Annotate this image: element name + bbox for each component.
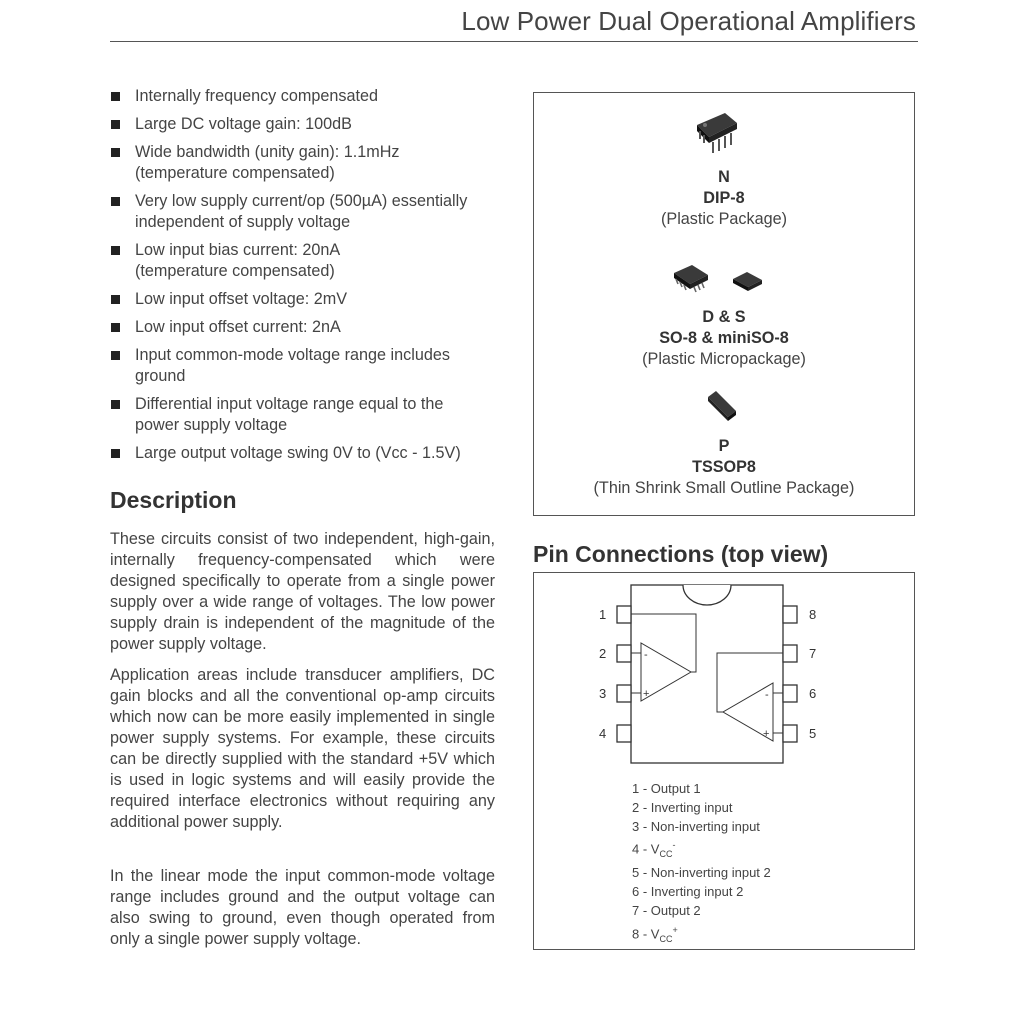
pin-legend-item: 1 - Output 1	[632, 781, 701, 796]
description-paragraph-1: These circuits consist of two independent, high-gain, internally frequency-compensated which were designed specifically to operate from a single power supply over a wide range of voltages. The low power supply drain is independent of the magnitude of the power supply voltage.	[110, 530, 495, 653]
pin-number-5: 5	[809, 726, 817, 741]
square-bullet-icon	[111, 148, 120, 157]
pin-legend-item: 6 - Inverting input 2	[632, 883, 744, 899]
feature-text-line: Low input offset voltage: 2mV	[135, 290, 348, 308]
pin-legend-item: $4 - V_{CC}^-$	[632, 840, 676, 860]
feature-item	[110, 240, 510, 282]
feature-item	[110, 86, 510, 107]
package-name: SO-8 & miniSO-8	[659, 329, 789, 347]
pin-1	[617, 606, 631, 623]
pin-legend-item: 5 - Non-inverting input 2	[632, 865, 771, 881]
feature-text-line: Low input bias current: 20nA	[135, 241, 341, 259]
feature-text-line: Large DC voltage gain: 100dB	[135, 115, 352, 133]
pin-number-7: 7	[809, 646, 817, 661]
opamp-1-plus-sign: +	[643, 688, 650, 700]
feature-item	[110, 394, 510, 436]
square-bullet-icon	[111, 351, 120, 360]
ic-body	[631, 585, 783, 763]
pin-legend-label: Inverting input 2	[650, 883, 744, 899]
opamp-1-minus-sign: -	[644, 649, 648, 661]
pin-legend-number: 5	[632, 865, 640, 881]
pin-legend-number: 1	[632, 781, 640, 796]
feature-text-line: Wide bandwidth (unity gain): 1.1mHz	[135, 143, 400, 161]
pin-number-6: 6	[809, 686, 817, 701]
package-description: (Plastic Package)	[661, 210, 787, 228]
pin-legend	[632, 780, 771, 948]
feature-list	[110, 86, 510, 471]
description-heading: Description	[110, 487, 237, 513]
minisso8-package-icon	[730, 269, 766, 295]
pin-8	[783, 606, 797, 623]
package-name: DIP-8	[703, 189, 745, 207]
pin-legend-label: Inverting input	[650, 799, 733, 815]
feature-text-line: Low input offset current: 2nA	[135, 318, 341, 336]
pinout-diagram	[589, 581, 829, 771]
pin-number-4: 4	[599, 726, 607, 741]
pin-number-8: 8	[809, 607, 817, 622]
pin-number-3: 3	[599, 686, 607, 701]
pin-4	[617, 725, 631, 742]
pin-legend-label: V	[650, 841, 660, 857]
square-bullet-icon	[111, 197, 120, 206]
feature-item	[110, 317, 510, 338]
title-divider	[110, 41, 918, 42]
feature-text-line: Very low supply current/op (500µA) essentially	[135, 192, 468, 210]
package-options-box	[533, 92, 915, 516]
feature-text-line: (temperature compensated)	[135, 262, 335, 280]
pin-legend-item: $8 - V_{CC}^+$	[632, 924, 678, 944]
pin-number-1: 1	[599, 607, 607, 622]
so8-package-icon	[670, 263, 712, 295]
pin-legend-subscript: CC	[659, 849, 673, 860]
package-code: D & S	[702, 308, 746, 326]
package-description: (Thin Shrink Small Outline Package)	[593, 479, 855, 497]
package-description: (Plastic Micropackage)	[642, 350, 806, 368]
package-code: P	[718, 437, 730, 455]
pin-legend-number: 4	[632, 841, 640, 857]
pin-connections-box	[533, 572, 915, 950]
feature-text-line: (temperature compensated)	[135, 164, 335, 182]
pin-legend-label: Output 1	[650, 781, 701, 796]
pin-legend-subscript: CC	[659, 933, 673, 944]
pin-legend-superscript: +	[672, 924, 678, 935]
package-name: TSSOP8	[692, 458, 756, 476]
pin-3	[617, 685, 631, 702]
opamp-2-minus-sign: -	[765, 689, 769, 701]
feature-item	[110, 191, 510, 233]
feature-item	[110, 443, 510, 464]
package-tssop8	[534, 436, 914, 499]
feature-text-line: ground	[135, 367, 186, 385]
pin-legend-label: Non-inverting input	[650, 818, 760, 834]
square-bullet-icon	[111, 120, 120, 129]
pin-7	[783, 645, 797, 662]
package-so8	[534, 307, 914, 370]
dip8-package-icon	[691, 109, 739, 155]
pin-legend-item: 2 - Inverting input	[632, 799, 733, 815]
package-dip8	[534, 167, 914, 230]
feature-text-line: Input common-mode voltage range includes	[135, 346, 450, 364]
feature-item	[110, 289, 510, 310]
description-paragraph-2: Application areas include transducer amplifiers, DC gain blocks and all the conventional op-amp circuits which now can be more easily implemented in single power supply systems. For example, these circuits can be directly supplied with the standard +5V which is used in logic systems and will easily provide the required interface electronics without requiring any additional power supply.	[110, 666, 495, 831]
pin-number-2: 2	[599, 646, 607, 661]
feature-text-line: power supply voltage	[135, 416, 288, 434]
page-title: Low Power Dual Operational Amplifiers	[461, 6, 916, 36]
pin-legend-number: 2	[632, 799, 640, 815]
description-paragraph-3: In the linear mode the input common-mode voltage range includes ground and the output voltage can also swing to ground, even though operated from only a single power supply voltage.	[110, 867, 495, 948]
square-bullet-icon	[111, 246, 120, 255]
pin-5	[783, 725, 797, 742]
package-code: N	[718, 168, 730, 186]
feature-text-line: Large output voltage swing 0V to (Vcc - 1.5V)	[135, 444, 461, 462]
square-bullet-icon	[111, 449, 120, 458]
square-bullet-icon	[111, 92, 120, 101]
feature-text-line: Differential input voltage range equal to the	[135, 395, 444, 413]
pin-legend-number: 3	[632, 818, 640, 834]
pin-legend-number: 7	[632, 902, 640, 918]
square-bullet-icon	[111, 323, 120, 332]
pin-2	[617, 645, 631, 662]
feature-item	[110, 142, 510, 184]
pin-legend-label: Non-inverting input 2	[650, 865, 771, 881]
tssop8-package-icon	[706, 389, 740, 425]
feature-text-line: independent of supply voltage	[135, 213, 351, 231]
pin-connections-heading: Pin Connections (top view)	[533, 541, 829, 567]
pin-6	[783, 685, 797, 702]
pin-legend-item: 3 - Non-inverting input	[632, 818, 760, 834]
feature-text-line: Internally frequency compensated	[135, 87, 378, 105]
pin-legend-number: 8	[632, 925, 640, 941]
opamp-2-plus-sign: +	[763, 728, 770, 740]
pin-legend-label: V	[650, 925, 660, 941]
square-bullet-icon	[111, 295, 120, 304]
square-bullet-icon	[111, 400, 120, 409]
feature-item	[110, 345, 510, 387]
pin-legend-item: 7 - Output 2	[632, 902, 701, 918]
pin-legend-superscript: -	[672, 840, 676, 851]
pin-legend-number: 6	[632, 883, 640, 899]
feature-item	[110, 114, 510, 135]
pin-legend-label: Output 2	[650, 902, 701, 918]
